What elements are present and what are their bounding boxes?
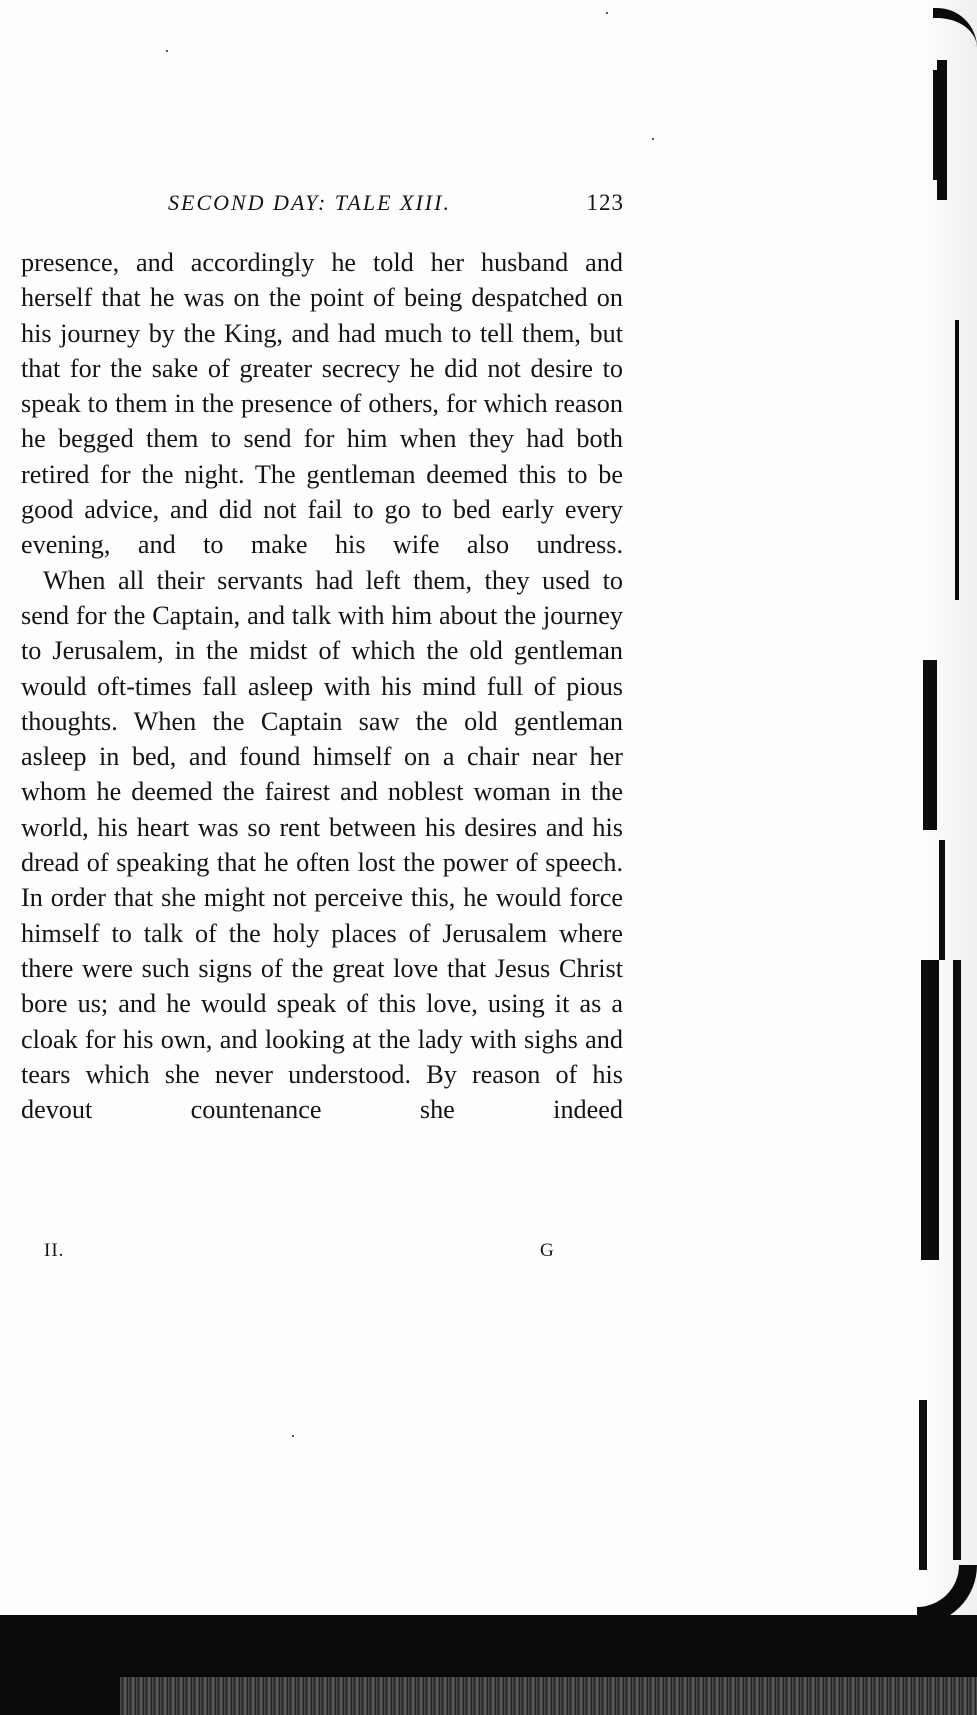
dust-speck	[166, 50, 168, 52]
dust-speck	[292, 1435, 294, 1437]
running-head	[22, 190, 624, 220]
binding-mark	[933, 70, 937, 180]
dust-speck	[652, 138, 654, 140]
binding-mark	[955, 320, 959, 600]
body-text	[21, 245, 623, 1127]
binding-mark	[953, 960, 961, 1560]
binding-mark	[937, 60, 947, 200]
dust-speck	[606, 12, 608, 14]
signature-letter-mark: G	[540, 1240, 554, 1261]
paragraph-continued: presence, and accordingly he told her husband and herself that he was on the point of being despatched on his journey by the King, and had much to tell them, but that for the sake of greater secrecy he did not desire to speak to them in the presence of others, for which reason he begged them to send for him when they had both retired for the night. The gentleman deemed this to be good advice, and did not fail to go to bed early every evening, and to make his wife also undress.	[21, 248, 623, 560]
scan-bottom-texture	[120, 1677, 977, 1715]
binding-mark	[921, 960, 939, 1260]
running-title: SECOND DAY: TALE XIII.	[168, 190, 451, 215]
paragraph: When all their servants had left them, they used to send for the Captain, and talk with him about the journey to Jerusalem, in the midst of which the old gentleman would oft-times fall asleep with his mind full of pious thoughts. When the Captain saw the old gentleman asleep in bed, and found himself on a chair near her whom he deemed the fairest and noblest woman in the world, his heart was so rent between his desires and his dread of speaking that he often lost the power of speech. In order that she might not perceive this, he would force himself to talk of the holy places of Jerusalem where there were such signs of the great love that Jesus Christ bore us; and he would speak of this love, using it as a cloak for his own, and looking at the lady with sighs and tears which she never understood. By reason of his devout countenance she indeed	[21, 565, 623, 1125]
signature-volume-mark: II.	[44, 1240, 65, 1261]
binding-mark	[919, 1400, 927, 1570]
binding-mark	[923, 660, 937, 830]
binding-mark	[939, 840, 945, 960]
page-number: 123	[586, 190, 624, 215]
